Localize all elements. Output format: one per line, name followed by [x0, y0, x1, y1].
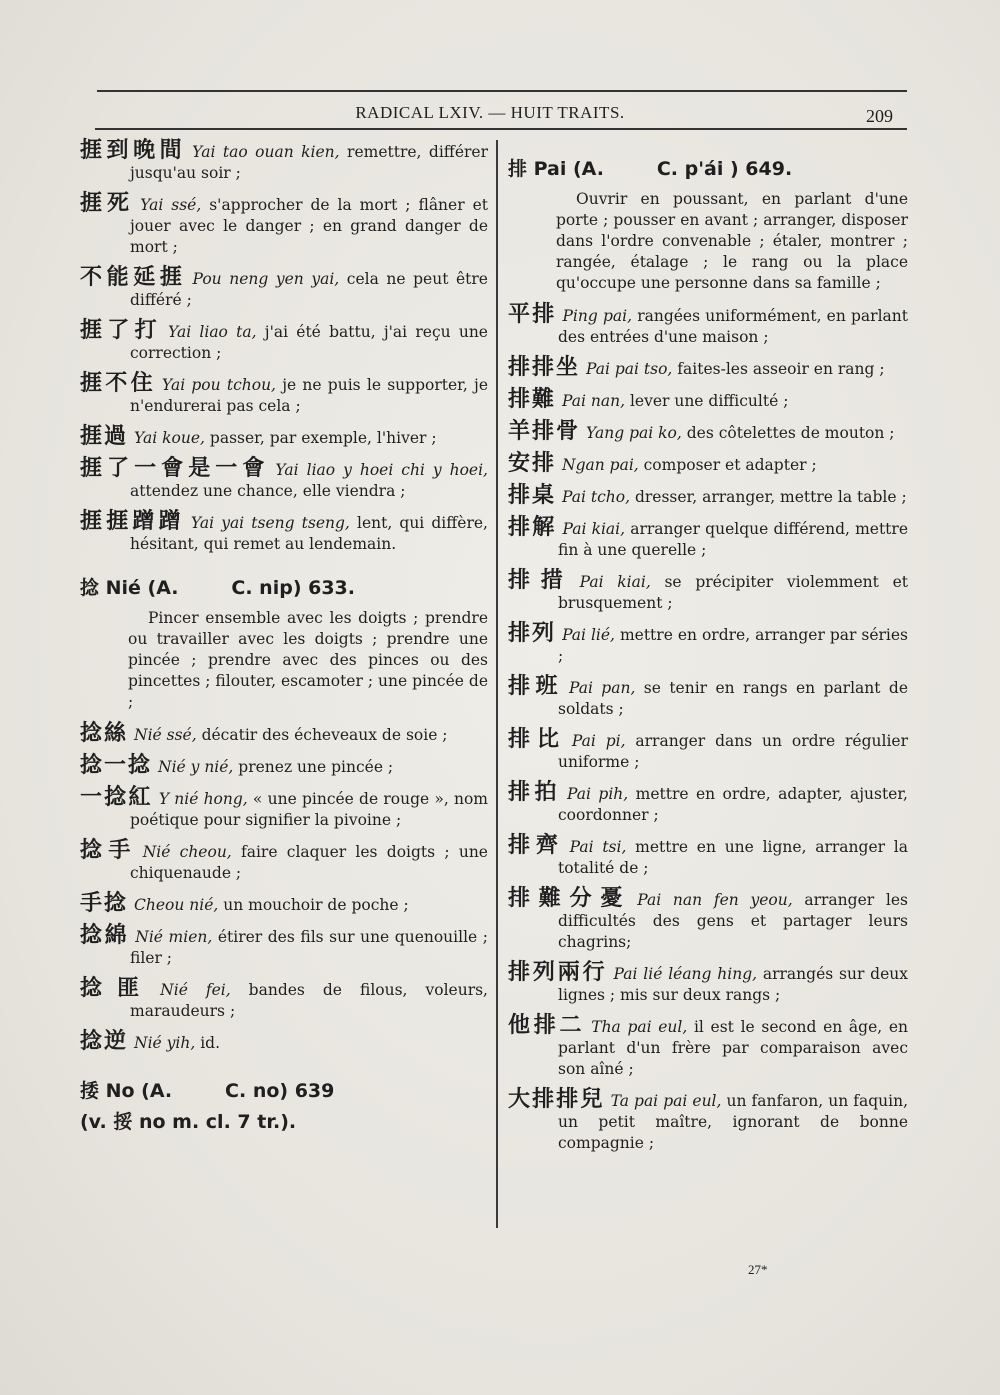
chinese-headword: 排桌: [508, 483, 557, 508]
chinese-headword: 捱了打: [80, 318, 162, 343]
romanization: Pai nan fen yeou,: [637, 891, 793, 909]
header-rule: [95, 128, 907, 130]
romanization: Nié yih,: [134, 1034, 196, 1052]
romanization: Yai pou tchou,: [161, 376, 276, 394]
romanization: Y nié hong,: [158, 790, 248, 808]
romanization: Ta pai pai eul,: [610, 1092, 722, 1110]
chinese-headword: 排齊: [508, 833, 564, 858]
entry-item: [80, 840, 488, 884]
gloss-text: il est le second en âge, en parlant d'un frère par comparaison avec son aîné ;: [558, 1018, 908, 1078]
gloss-text: attendez une chance, elle viendra ;: [130, 482, 406, 500]
chinese-headword: 排難分憂: [508, 886, 632, 911]
chinese-headword: 捱過: [80, 424, 129, 449]
romanization: Pai tcho,: [562, 488, 631, 506]
gloss-text: j'ai été battu, j'ai reçu une correction ;: [130, 323, 488, 362]
gloss-text: remettre, différer jusqu'au soir ;: [130, 143, 488, 182]
gloss-text: arranger quelque différend, mettre fin à une querelle ;: [558, 520, 908, 559]
gloss-text: arranger les difficultés des gens et partager leurs chagrins;: [558, 891, 908, 951]
romanization: Yai koue,: [134, 429, 205, 447]
entry-item: [508, 1089, 908, 1154]
chinese-headword: 手捻: [80, 891, 129, 916]
entry-item: [80, 755, 488, 778]
definition-pai: Ouvrir en poussant, en parlant d'une porte ; pousser en avant ; arranger, disposer dans l'ordre convenable ; étaler, montrer ; rangée, étalage ; le rang ou la place qu'occupe une personne dans sa famille ;: [556, 190, 908, 292]
entry-item: [80, 320, 488, 364]
romanization: Cheou nié,: [134, 896, 219, 914]
romanization: Nié mien,: [135, 928, 213, 946]
romanization: Pai lié,: [562, 626, 615, 644]
definition-nie: Pincer ensemble avec les doigts ; prendre ou travailler avec les doigts ; prendre une pincée ; prendre avec des pinces ou des pincettes ; filouter, escamoter ; une pincée de ;: [128, 609, 488, 711]
entry-item: [508, 517, 908, 561]
gloss-text: je ne puis le supporter, je n'endurerai pas cela ;: [130, 376, 488, 415]
column-divider: [496, 140, 498, 1228]
chinese-headword: 不能延捱: [80, 265, 187, 290]
entry-item: [508, 453, 908, 476]
entry-item: [80, 140, 488, 184]
chinese-headword: 捻一捻: [80, 753, 153, 778]
gloss-text: lent, qui diffère, hésitant, qui remet au lendemain.: [130, 514, 488, 553]
chinese-headword: 排難: [508, 387, 557, 412]
entry-item: [508, 570, 908, 614]
chinese-headword: 羊排骨: [508, 419, 581, 444]
entry-item: [508, 304, 908, 348]
romanization: Pai tsi,: [569, 838, 627, 856]
lemma-no: 捼 No (A. C. no) 639: [80, 1080, 335, 1102]
entry-item: [80, 426, 488, 449]
entry-item: [508, 835, 908, 879]
romanization: Tha pai eul,: [591, 1018, 688, 1036]
running-head: RADICAL LXIV. — HUIT TRAITS.: [355, 103, 625, 122]
entry-item: [508, 357, 908, 380]
gloss-text: se tenir en rangs en parlant de soldats ;: [558, 679, 909, 718]
gloss-text: étirer des fils sur une quenouille ; filer ;: [130, 928, 488, 967]
romanization: Pai pih,: [567, 785, 629, 803]
page-number: 209: [866, 106, 893, 126]
romanization: Yai liao y hoei chi y hoei,: [275, 461, 488, 479]
signature-mark: 27*: [748, 1262, 768, 1277]
gloss-text: dresser, arranger, mettre la table ;: [630, 488, 907, 506]
entry-item: [80, 925, 488, 969]
chinese-headword: 排列: [508, 621, 557, 646]
gloss-text: s'approcher de la mort ; flâner et jouer avec le danger ; en grand danger de mort ;: [130, 196, 488, 256]
gloss-text: décatir des écheveaux de soie ;: [196, 726, 448, 744]
romanization: Nié cheou,: [142, 843, 232, 861]
entry-item: [508, 485, 908, 508]
gloss-text: faites-les asseoir en rang ;: [672, 360, 885, 378]
romanization: Pai lié léang hing,: [613, 965, 758, 983]
gloss-text: des côtelettes de mouton ;: [681, 424, 895, 442]
nie-entries: [80, 723, 488, 1054]
chinese-headword: 捱捱蹭蹭: [80, 509, 185, 534]
lemma-pai: 排 Pai (A. C. p'ái ) 649.: [508, 158, 793, 180]
romanization: Pai kiai,: [562, 520, 626, 538]
gloss-text: arranger dans un ordre régulier uniforme ;: [558, 732, 908, 771]
gloss-text: « une pincée de rouge », nom poétique pour signifier la pivoine ;: [130, 790, 488, 829]
romanization: Pou neng yen yai,: [192, 270, 340, 288]
chinese-headword: 排比: [508, 727, 566, 752]
gloss-text: passer, par exemple, l'hiver ;: [204, 429, 437, 447]
chinese-headword: 捻綿: [80, 923, 130, 948]
chinese-headword: 排班: [508, 674, 563, 699]
entry-item: [508, 676, 908, 720]
chinese-headword: 排排坐: [508, 355, 581, 380]
chinese-headword: 捻逆: [80, 1029, 129, 1054]
romanization: Nié y nié,: [158, 758, 234, 776]
entry-item: [80, 1031, 488, 1054]
right-column: [508, 140, 908, 1163]
romanization: Nié ssé,: [134, 726, 197, 744]
romanization: Yai ssé,: [140, 196, 202, 214]
entry-item: [508, 1015, 908, 1080]
entry-item: [80, 978, 488, 1022]
romanization: Yai tao ouan kien,: [192, 143, 340, 161]
romanization: Pai kiai,: [579, 573, 651, 591]
gloss-text: se précipiter violemment et brusquement ;: [558, 573, 908, 612]
chinese-headword: 捱了一會是一會: [80, 456, 270, 481]
romanization: Pai pi,: [571, 732, 626, 750]
entry-item: [80, 723, 488, 746]
romanization: Yai liao ta,: [167, 323, 257, 341]
romanization: Yai yai tseng tseng,: [190, 514, 350, 532]
chinese-headword: 捻匪: [80, 976, 155, 1001]
chinese-headword: 捱死: [80, 191, 135, 216]
chinese-headword: 排解: [508, 515, 557, 540]
chinese-headword: 排拍: [508, 780, 562, 805]
romanization: Pai nan,: [562, 392, 626, 410]
pai-entries: [508, 304, 908, 1154]
gloss-text: mettre en une ligne, arranger la totalité de ;: [558, 838, 908, 877]
entry-item: [80, 373, 488, 417]
chinese-headword: 安排: [508, 451, 557, 476]
xref-no: (v. 挼 no m. cl. 7 tr.).: [80, 1111, 297, 1133]
gloss-text: faire claquer les doigts ; une chiquenaude ;: [130, 843, 488, 882]
gloss-text: mettre en ordre, adapter, ajuster, coordonner ;: [558, 785, 908, 824]
romanization: Ping pai,: [562, 307, 633, 325]
gloss-text: arrangés sur deux lignes ; mis sur deux rangs ;: [558, 965, 908, 1004]
entry-item: [508, 962, 908, 1006]
chinese-headword: 捱到晚間: [80, 138, 187, 163]
romanization: Pai pai tso,: [586, 360, 673, 378]
gloss-text: bandes de filous, voleurs, maraudeurs ;: [130, 981, 488, 1020]
chinese-headword: 捱不住: [80, 371, 156, 396]
romanization: Pai pan,: [568, 679, 636, 697]
romanization: Ngan pai,: [562, 456, 639, 474]
romanization: Nié fei,: [160, 981, 231, 999]
entry-item: [80, 193, 488, 258]
entry-item: [508, 782, 908, 826]
entry-item: [508, 729, 908, 773]
entry-item: [508, 888, 908, 953]
lemma-nie: 捻 Nié (A. C. nip) 633.: [80, 577, 355, 599]
gloss-text: composer et adapter ;: [638, 456, 817, 474]
chinese-headword: 排列兩行: [508, 960, 608, 985]
entry-item: [80, 458, 488, 502]
gloss-text: prenez une pincée ;: [233, 758, 394, 776]
left-top-entries: [80, 140, 488, 555]
gloss-text: mettre en ordre, arranger par séries ;: [558, 626, 908, 665]
gloss-text: rangées uniformément, en parlant des entrées d'une maison ;: [558, 307, 908, 346]
gloss-text: un mouchoir de poche ;: [218, 896, 409, 914]
chinese-headword: 排措: [508, 568, 574, 593]
gloss-text: un fanfaron, un faquin, un petit maître, ignorant de bonne compagnie ;: [558, 1092, 908, 1152]
entry-item: [80, 511, 488, 555]
chinese-headword: 捻手: [80, 838, 137, 863]
gloss-text: lever une difficulté ;: [625, 392, 789, 410]
chinese-headword: 捻絲: [80, 721, 129, 746]
entry-item: [80, 787, 488, 831]
gloss-text: cela ne peut être différé ;: [130, 270, 488, 309]
chinese-headword: 他排二: [508, 1013, 586, 1038]
entry-item: [80, 267, 488, 311]
chinese-headword: 平排: [508, 302, 557, 327]
entry-item: [80, 893, 488, 916]
left-column: [80, 140, 488, 1142]
gloss-text: id.: [195, 1034, 220, 1052]
chinese-headword: 大排排兒: [508, 1087, 605, 1112]
entry-item: [508, 623, 908, 667]
top-rule: [97, 90, 907, 92]
entry-item: [508, 421, 908, 444]
chinese-headword: 一捻紅: [80, 785, 153, 810]
entry-item: [508, 389, 908, 412]
romanization: Yang pai ko,: [586, 424, 682, 442]
